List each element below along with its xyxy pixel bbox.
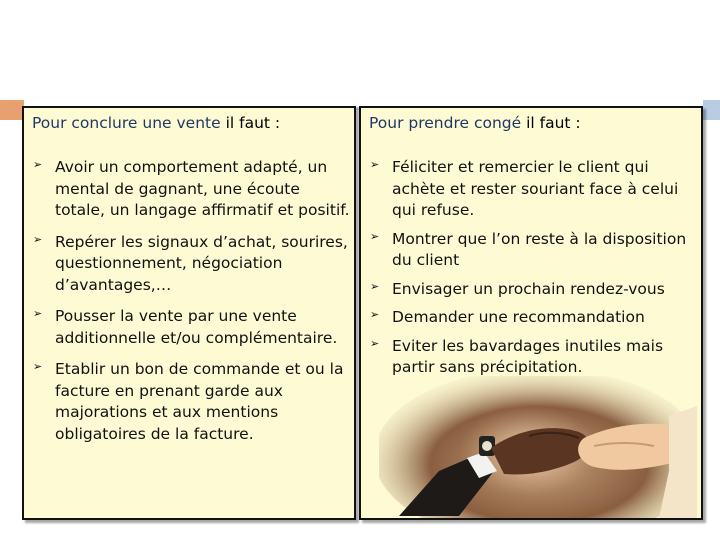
closing-sale-panel bbox=[22, 106, 356, 520]
leave-taking-title-main: Pour prendre congé bbox=[369, 114, 522, 132]
arrow-bullet-icon: ➢ bbox=[33, 232, 43, 246]
arrow-bullet-icon: ➢ bbox=[370, 336, 380, 350]
list-item-text: Avoir un comportement adapté, un mental de gagnant, une écoute totale, un langage affirmatif et positif. bbox=[55, 158, 350, 219]
arrow-bullet-icon: ➢ bbox=[33, 307, 43, 320]
handshake-image bbox=[379, 376, 697, 518]
closing-sale-title-main: Pour conclure une vente bbox=[32, 114, 221, 132]
list-item-text: Envisager un prochain rendez-vous bbox=[392, 279, 665, 298]
list-item-text: Etablir un bon de commande et ou la facture en prenant garde aux majorations et aux mentions obligatoires de la facture. bbox=[55, 360, 344, 443]
arrow-bullet-icon: ➢ bbox=[370, 308, 380, 321]
list-item bbox=[361, 157, 701, 222]
header-accent-orange bbox=[0, 100, 24, 120]
list-item bbox=[24, 232, 354, 297]
header-accent-blue bbox=[703, 100, 720, 120]
list-item bbox=[361, 279, 701, 301]
arrow-bullet-icon: ➢ bbox=[370, 279, 380, 293]
list-item bbox=[361, 307, 701, 329]
list-item bbox=[24, 359, 354, 445]
leave-taking-title bbox=[369, 114, 581, 132]
closing-sale-title bbox=[32, 114, 280, 132]
leave-taking-title-suffix: il faut : bbox=[521, 114, 581, 132]
list-item-text: Pousser la vente par une vente additionnelle et/ou complémentaire. bbox=[55, 307, 338, 347]
list-item-text: Féliciter et remercier le client qui achète et rester souriant face à celui qui refuse. bbox=[392, 158, 679, 219]
closing-sale-title-suffix: il faut : bbox=[220, 114, 281, 132]
list-item-text: Demander une recommandation bbox=[392, 308, 645, 326]
list-item-text: Montrer que l’on reste à la disposition du client bbox=[392, 229, 687, 269]
arrow-bullet-icon: ➢ bbox=[33, 158, 43, 171]
list-item-text: Repérer les signaux d’achat, sourires, questionnement, négociation d’avantages,… bbox=[55, 232, 348, 294]
leave-taking-panel bbox=[359, 106, 703, 520]
arrow-bullet-icon: ➢ bbox=[33, 360, 43, 373]
list-item bbox=[24, 306, 354, 349]
handshake-illustration-icon bbox=[379, 376, 697, 518]
arrow-bullet-icon: ➢ bbox=[370, 229, 380, 243]
closing-sale-list bbox=[24, 157, 354, 455]
list-item bbox=[361, 229, 701, 272]
arrow-bullet-icon: ➢ bbox=[370, 158, 380, 171]
leave-taking-list bbox=[361, 157, 701, 386]
list-item bbox=[24, 157, 354, 222]
list-item bbox=[361, 336, 701, 379]
list-item-text: Eviter les bavardages inutiles mais partir sans précipitation. bbox=[392, 336, 664, 376]
